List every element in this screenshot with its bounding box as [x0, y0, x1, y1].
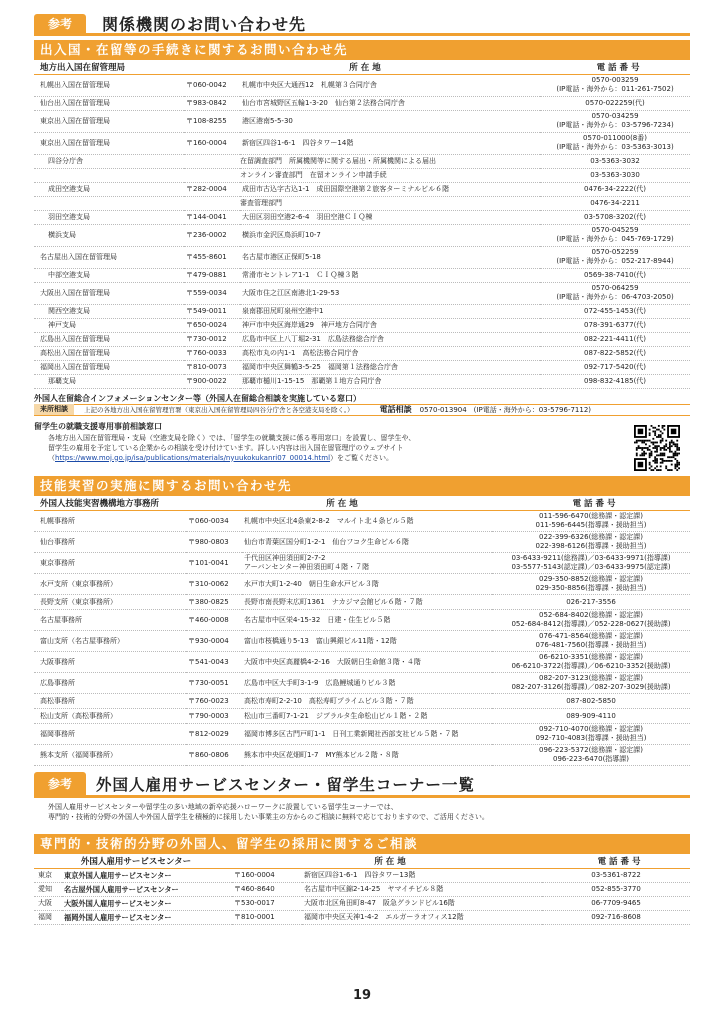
postal-code: 〒980-0803 [186, 532, 242, 553]
office-name: 福岡出入国在留管理局 [34, 360, 184, 374]
office-name [34, 168, 184, 182]
office-name: 東京出入国在留管理局 [34, 110, 184, 132]
column-header: 地方出入国在留管理局 [34, 60, 184, 74]
address: 港区港南5-5-30 [240, 110, 540, 132]
phone-number-2: 022-398-6126(指導課・援助担当) [535, 542, 647, 550]
phone-number: 03-5361-8722 [542, 868, 690, 882]
table-row [34, 532, 690, 553]
phone-number: 0570-052259 [591, 248, 639, 256]
address-cell [242, 532, 492, 553]
address: 札幌市中央区大通西12 札幌第３合同庁舎 [240, 74, 540, 96]
office-name: 松山支所（高松事務所） [34, 709, 186, 724]
phone-number-2: 082-207-3126(指導課)／082-207-3029(援助課) [511, 683, 671, 691]
phone-number: 03-5363-3032 [590, 156, 640, 165]
phone-number: 087-802-5850 [566, 696, 616, 705]
postal-code: 〒380-0825 [186, 595, 242, 610]
postal-code: 〒108-8255 [184, 110, 240, 132]
info-center-title: 外国人在留総合インフォメーションセンター等（外国人在留総合相談を実施している窓口） [34, 393, 361, 403]
address: 高松市丸の内1-1 高松法務合同庁舎 [240, 346, 540, 360]
office-name: 福岡事務所 [34, 724, 186, 745]
immigration-table [34, 60, 690, 389]
qr-code-icon[interactable] [634, 425, 680, 471]
center-name: 東京外国人雇用サービスセンター [62, 868, 232, 882]
address-cell [242, 745, 492, 766]
table-row [34, 868, 690, 882]
office-name: 東京事務所 [34, 553, 186, 574]
postal-code: 〒790-0003 [186, 709, 242, 724]
phone-number: 096-223-5372(総務課・認定課) [538, 746, 644, 754]
phone-cell [540, 96, 690, 110]
reference-tag: 参考 [34, 14, 86, 34]
phone-cell [540, 154, 690, 168]
postal-code: 〒460-8640 [232, 882, 302, 896]
table-row [34, 96, 690, 110]
postal-code: 〒930-0004 [186, 631, 242, 652]
phone-cell [492, 511, 690, 532]
phone-consultation-number: 0570-013904 (IP電話・海外から：03-5796-7112) [419, 405, 592, 414]
student-support-section [34, 421, 690, 474]
phone-cell [540, 332, 690, 346]
page-number: 19 [352, 988, 372, 1003]
address-cell [242, 724, 492, 745]
office-name: 水戸支所（東京事務所） [34, 574, 186, 595]
phone-number-ip: (IP電話・海外から：011-261-7502) [556, 85, 674, 93]
column-header: 所 在 地 [232, 854, 542, 868]
phone-cell [540, 224, 690, 246]
phone-consultation-label: 電話相談 [379, 405, 412, 414]
address: 仙台市宮城野区五輪1-3-20 仙台第２法務合同庁舎 [240, 96, 540, 110]
address-cell [242, 595, 492, 610]
office-name: 成田空港支局 [34, 182, 184, 196]
postal-code: 〒060-0034 [186, 511, 242, 532]
phone-number: 0570-011000(8番) [583, 134, 647, 142]
phone-number: 0476-34-2211 [590, 198, 640, 207]
employment-intro [34, 798, 690, 830]
address: 富山市桜橋通り5-13 富山興銀ビル11階・12階 [244, 636, 397, 645]
phone-cell [492, 532, 690, 553]
phone-cell [492, 631, 690, 652]
phone-cell [540, 304, 690, 318]
phone-number-2: 092-710-4083(指導課・援助担当) [535, 734, 647, 742]
tech-intern-band: 技能実習の実施に関するお問い合わせ先 [34, 476, 690, 496]
postal-code: 〒479-0881 [184, 268, 240, 282]
phone-cell [492, 745, 690, 766]
phone-number: 089-909-4110 [566, 711, 616, 720]
address: 福岡市博多区古門戸町1-1 日刊工業新聞社西部支社ビル５階・７階 [244, 729, 459, 738]
address: 千代田区神田須田町2-7-2 [244, 554, 326, 562]
address: 福岡市中央区天神1-4-2 エルガーラオフィス12階 [302, 910, 542, 924]
table-header-row [34, 60, 690, 74]
paren-open: （ [48, 453, 55, 462]
postal-code: 〒455-8601 [184, 246, 240, 268]
student-support-line: 各地方出入国在留管理局・支局（空港支局を除く）では、「留学生の就職支援に係る専用窓口」を設置し、留学生や、 [48, 433, 416, 442]
table-row [34, 652, 690, 673]
table-row [34, 745, 690, 766]
phone-cell [540, 168, 690, 182]
visit-consultation-desc: 上記の各地方出入国在留管理官署（東京出入国在留管理局四谷分庁舎と各空港支局を除く。） [84, 406, 354, 414]
postal-code: 〒760-0033 [184, 346, 240, 360]
phone-number-ip: (IP電話・海外から：045-769-1729) [556, 235, 674, 243]
address: 審査管理部門 [240, 196, 540, 210]
intro-line: 専門的・技術的分野の外国人や外国人留学生を積極的に採用したい事業主の方からのご相談に無料で応じておりますので、ご活用ください。 [48, 813, 489, 821]
postal-code: 〒812-0029 [186, 724, 242, 745]
postal-code: 〒282-0004 [184, 182, 240, 196]
address-cell [242, 652, 492, 673]
postal-code: 〒549-0011 [184, 304, 240, 318]
page [34, 14, 690, 925]
phone-number-ip: (IP電話・海外から：052-217-8944) [556, 257, 674, 265]
column-header: 外国人技能実習機構地方事務所 [34, 496, 186, 511]
office-name: 札幌事務所 [34, 511, 186, 532]
table-row [34, 318, 690, 332]
phone-number: 0476-34-2222(代) [583, 184, 647, 193]
address: 広島市中区上八丁堀2-31 広島法務総合庁舎 [240, 332, 540, 346]
table-row [34, 595, 690, 610]
phone-cell [492, 724, 690, 745]
column-header: 電 話 番 号 [542, 854, 690, 868]
phone-number: 06-7709-9465 [542, 896, 690, 910]
table-header-row [34, 496, 690, 511]
address-cell [242, 610, 492, 631]
address-cell [242, 574, 492, 595]
address: 横浜市金沢区鳥浜町10-7 [240, 224, 540, 246]
phone-number: 092-717-5420(代) [583, 362, 647, 371]
phone-number-2: 03-5577-5143(認定課)／03-6433-9975(認定課) [511, 563, 671, 571]
table-row [34, 709, 690, 724]
phone-cell [540, 318, 690, 332]
postal-code: 〒900-0022 [184, 374, 240, 388]
office-name: 那覇支局 [34, 374, 184, 388]
office-name: 富山支所（名古屋事務所） [34, 631, 186, 652]
postal-code: 〒730-0012 [184, 332, 240, 346]
prefecture: 愛知 [34, 882, 62, 896]
postal-code [184, 196, 240, 210]
table-row [34, 196, 690, 210]
office-name [34, 196, 184, 210]
office-name: 長野支所（東京事務所） [34, 595, 186, 610]
postal-code: 〒236-0002 [184, 224, 240, 246]
postal-code: 〒650-0024 [184, 318, 240, 332]
column-header: 電 話 番 号 [540, 60, 690, 74]
table-row [34, 74, 690, 96]
table-row [34, 673, 690, 694]
phone-number-ip: (IP電話・海外から：03-5796-7234) [556, 121, 674, 129]
phone-number: 082-221-4411(代) [583, 334, 647, 343]
page-header [34, 14, 690, 36]
postal-code: 〒310-0062 [186, 574, 242, 595]
phone-number: 052-855-3770 [542, 882, 690, 896]
phone-number: 0569-38-7410(代) [583, 270, 647, 279]
address-cell [242, 709, 492, 724]
office-name: 関西空港支局 [34, 304, 184, 318]
postal-code [184, 168, 240, 182]
phone-cell [492, 595, 690, 610]
phone-cell [540, 374, 690, 388]
address: 名古屋市港区正保町5-18 [240, 246, 540, 268]
postal-code: 〒860-0806 [186, 745, 242, 766]
phone-number: 092-716-8608 [542, 910, 690, 924]
table-row [34, 282, 690, 304]
phone-number: 026-217-3556 [566, 597, 616, 606]
office-name: 大阪事務所 [34, 652, 186, 673]
table-row [34, 511, 690, 532]
address-cell [242, 553, 492, 574]
address-cell [242, 511, 492, 532]
table-row [34, 346, 690, 360]
student-support-line [48, 453, 504, 463]
postal-code: 〒460-0008 [186, 610, 242, 631]
postal-code [184, 154, 240, 168]
phone-number: 078-391-6377(代) [583, 320, 647, 329]
postal-code: 〒160-0004 [232, 868, 302, 882]
employment-header [34, 772, 690, 798]
office-name: 名古屋出入国在留管理局 [34, 246, 184, 268]
phone-cell [540, 196, 690, 210]
table-row [34, 132, 690, 154]
address: 在留調査部門 所属機関等に関する届出・所属機関による届出 [240, 154, 540, 168]
office-name: 仙台出入国在留管理局 [34, 96, 184, 110]
phone-cell [540, 360, 690, 374]
address-line2: アーバンセンター神田須田町４階・７階 [244, 563, 370, 571]
postal-code: 〒810-0001 [232, 910, 302, 924]
moj-website-link[interactable]: https://www.moj.go.jp/isa/publications/materials/nyuukokukanri07_00014.html [55, 453, 331, 462]
table-row [34, 168, 690, 182]
address: 那覇市樋川1-15-15 那覇第１地方合同庁舎 [240, 374, 540, 388]
employment-title: 外国人雇用サービスセンター・留学生コーナー一覧 [96, 775, 475, 794]
office-name: 羽田空港支局 [34, 210, 184, 224]
phone-number: 072-455-1453(代) [583, 306, 647, 315]
column-header: 所 在 地 [184, 60, 540, 74]
address: 水戸市大町1-2-40 朝日生命水戸ビル３階 [244, 579, 379, 588]
phone-cell [492, 673, 690, 694]
page-title: 関係機関のお問い合わせ先 [102, 15, 307, 34]
link-suffix: ）をご覧ください。 [330, 453, 394, 462]
employment-band: 専門的・技術的分野の外国人、留学生の採用に関するご相談 [34, 834, 690, 854]
prefecture: 大阪 [34, 896, 62, 910]
table-row [34, 154, 690, 168]
address: 松山市三番町7-1-21 ジブラルタ生命松山ビル１階・２階 [244, 711, 428, 720]
phone-cell [492, 553, 690, 574]
info-center-row [34, 404, 690, 416]
phone-number: 03-5708-3202(代) [583, 212, 647, 221]
table-row [34, 332, 690, 346]
postal-code: 〒160-0004 [184, 132, 240, 154]
phone-number: 029-350-8852(総務課・認定課) [538, 575, 644, 583]
address: 名古屋市中区錦2-14-25 ヤマイチビル８階 [302, 882, 542, 896]
office-name: 大阪出入国在留管理局 [34, 282, 184, 304]
tech-intern-table [34, 496, 690, 767]
phone-number-2: 076-481-7560(指導課・援助担当) [535, 641, 647, 649]
table-row [34, 896, 690, 910]
phone-number: 03-5363-3030 [590, 170, 640, 179]
address-cell [242, 673, 492, 694]
table-row [34, 910, 690, 924]
phone-number: 011-596-6470(総務課・認定課) [538, 512, 644, 520]
address: 広島市中区大手町3-1-9 広島鯉城通りビル３階 [244, 678, 396, 687]
phone-cell [540, 74, 690, 96]
phone-number-2: 096-223-6470(指導課) [552, 755, 630, 763]
prefecture: 東京 [34, 868, 62, 882]
table-row [34, 882, 690, 896]
office-name: 東京出入国在留管理局 [34, 132, 184, 154]
postal-code: 〒541-0043 [186, 652, 242, 673]
address: 泉南郡田尻町泉州空港中1 [240, 304, 540, 318]
postal-code: 〒760-0023 [186, 694, 242, 709]
table-row [34, 360, 690, 374]
office-name: 四谷分庁舎 [34, 154, 184, 168]
office-name: 中部空港支局 [34, 268, 184, 282]
phone-number: 052-684-8402(総務課・認定課) [538, 611, 644, 619]
student-support-title: 留学生の就職支援専用事前相談窓口 [34, 421, 162, 431]
table-row [34, 110, 690, 132]
office-name: 名古屋事務所 [34, 610, 186, 631]
intro-line: 外国人雇用サービスセンターや留学生の多い地域の新卒応援ハローワークに設置している留学生コーナーでは、 [48, 803, 398, 811]
immigration-band: 出入国・在留等の手続きに関するお問い合わせ先 [34, 40, 690, 60]
phone-number: 0570-003259 [591, 76, 639, 84]
center-name: 福岡外国人雇用サービスセンター [62, 910, 232, 924]
postal-code: 〒730-0051 [186, 673, 242, 694]
phone-number-2: 011-596-6445(指導課・援助担当) [535, 521, 647, 529]
phone-number-2: 06-6210-3722(指導課)／06-6210-3352(援助課) [511, 662, 671, 670]
column-header: 所 在 地 [186, 496, 492, 511]
address: 札幌市中央区北4条東2-8-2 マルイト北４条ビル５階 [244, 516, 414, 525]
phone-cell [492, 694, 690, 709]
table-row [34, 374, 690, 388]
office-name: 高松出入国在留管理局 [34, 346, 184, 360]
phone-number: 092-710-4070(総務課・認定課) [538, 725, 644, 733]
phone-number: 022-399-6326(総務課・認定課) [538, 533, 644, 541]
office-name: 広島出入国在留管理局 [34, 332, 184, 346]
table-row [34, 246, 690, 268]
address: 大阪市中央区高麗橋4-2-16 大阪朝日生命館３階・４階 [244, 657, 421, 666]
address: 高松市寿町2-2-10 高松寿町プライムビル３階・７階 [244, 696, 414, 705]
office-name: 熊本支所（福岡事務所） [34, 745, 186, 766]
address: 大阪市住之江区南港北1-29-53 [240, 282, 540, 304]
reference-tag: 参考 [34, 772, 86, 796]
address: 名古屋市中区栄4-15-32 日建・住生ビル５階 [244, 615, 391, 624]
office-name: 広島事務所 [34, 673, 186, 694]
phone-cell [540, 268, 690, 282]
address-cell [242, 631, 492, 652]
office-name: 札幌出入国在留管理局 [34, 74, 184, 96]
phone-cell [540, 182, 690, 196]
table-row [34, 224, 690, 246]
visit-consultation-label: 来所相談 [34, 404, 74, 415]
column-header: 外国人雇用サービスセンター [34, 854, 232, 868]
phone-number: 0570-022259(代) [585, 98, 645, 107]
address: 大阪市北区角田町8-47 阪急グランドビル16階 [302, 896, 542, 910]
address: オンライン審査部門 在留オンライン申請手続 [240, 168, 540, 182]
center-name: 大阪外国人雇用サービスセンター [62, 896, 232, 910]
phone-number: 06-6210-3351(総務課・認定課) [538, 653, 644, 661]
prefecture: 福岡 [34, 910, 62, 924]
phone-cell [492, 574, 690, 595]
phone-cell [540, 132, 690, 154]
phone-number: 082-207-3123(総務課・認定課) [538, 674, 644, 682]
phone-cell [492, 709, 690, 724]
postal-code: 〒144-0041 [184, 210, 240, 224]
table-row [34, 574, 690, 595]
address: 長野市南長野末広町1361 ナカジマ会館ビル６階・７階 [244, 597, 423, 606]
student-support-line: 留学生の雇用を予定している企業からの相談を受け付けています。詳しい内容は出入国在留管理庁のウェブサイト [48, 443, 404, 452]
table-header-row [34, 854, 690, 868]
phone-number: 098-832-4185(代) [583, 376, 647, 385]
postal-code: 〒983-0842 [184, 96, 240, 110]
center-name: 名古屋外国人雇用サービスセンター [62, 882, 232, 896]
phone-cell [492, 652, 690, 673]
phone-number: 0570-045259 [591, 226, 639, 234]
address: 仙台市青葉区国分町1-2-1 仙台フコク生命ビル６階 [244, 537, 410, 546]
phone-number: 087-822-5852(代) [583, 348, 647, 357]
phone-cell [540, 210, 690, 224]
address: 常滑市セントレア1-1 ＣＩＱ棟３階 [240, 268, 540, 282]
table-row [34, 631, 690, 652]
address: 新宿区四谷1-6-1 四谷タワー13階 [302, 868, 542, 882]
phone-number-ip: (IP電話・海外から：06-4703-2050) [556, 293, 674, 301]
phone-number: 0570-064259 [591, 284, 639, 292]
phone-number: 03-6433-9211(総務課)／03-6433-9971(指導課) [511, 554, 671, 562]
table-row [34, 610, 690, 631]
column-header: 電 話 番 号 [492, 496, 690, 511]
phone-number-2: 052-684-8412(指導課)／052-228-0627(援助課) [511, 620, 671, 628]
address: 福岡市中央区舞鶴3-5-25 福岡第１法務総合庁舎 [240, 360, 540, 374]
phone-cell [540, 110, 690, 132]
phone-number: 0570-034259 [591, 112, 639, 120]
office-name: 横浜支局 [34, 224, 184, 246]
table-row [34, 553, 690, 574]
table-row [34, 304, 690, 318]
table-row [34, 182, 690, 196]
postal-code: 〒810-0073 [184, 360, 240, 374]
postal-code: 〒101-0041 [186, 553, 242, 574]
table-row [34, 268, 690, 282]
phone-number: 076-471-8564(総務課・認定課) [538, 632, 644, 640]
table-row [34, 724, 690, 745]
address: 神戸市中央区海岸通29 神戸地方合同庁舎 [240, 318, 540, 332]
phone-number-ip: (IP電話・海外から：03-5363-3013) [556, 143, 674, 151]
address-cell [242, 694, 492, 709]
postal-code: 〒530-0017 [232, 896, 302, 910]
postal-code: 〒060-0042 [184, 74, 240, 96]
office-name: 高松事務所 [34, 694, 186, 709]
address: 新宿区四谷1-6-1 四谷タワー14階 [240, 132, 540, 154]
phone-number-2: 029-350-8856(指導課・援助担当) [535, 584, 647, 592]
office-name: 神戸支局 [34, 318, 184, 332]
table-row [34, 694, 690, 709]
phone-cell [540, 346, 690, 360]
address: 成田市古込字古込1-1 成田国際空港第２旅客ターミナルビル６階 [240, 182, 540, 196]
phone-cell [540, 246, 690, 268]
postal-code: 〒559-0034 [184, 282, 240, 304]
office-name: 仙台事務所 [34, 532, 186, 553]
phone-cell [540, 282, 690, 304]
address: 大田区羽田空港2-6-4 羽田空港ＣＩＱ棟 [240, 210, 540, 224]
address: 熊本市中央区花畑町1-7 MY熊本ビル２階・８階 [244, 750, 399, 759]
student-support-body [34, 433, 504, 463]
phone-cell [492, 610, 690, 631]
table-row [34, 210, 690, 224]
employment-table [34, 854, 690, 925]
